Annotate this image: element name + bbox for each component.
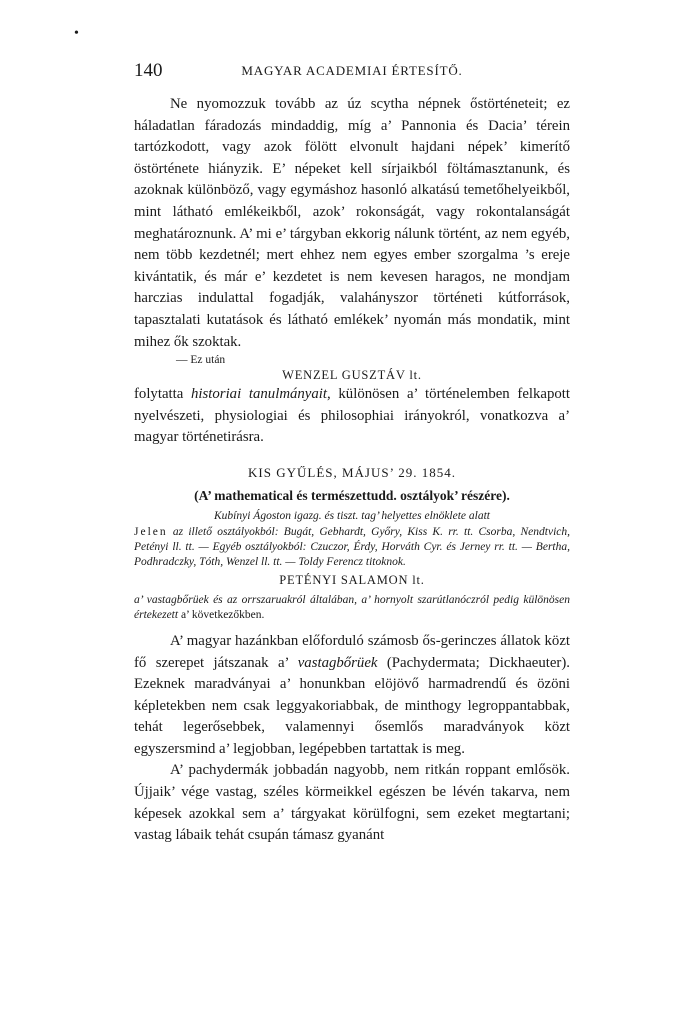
attendance-names: az illető osztályokból: Bugát, Gebhardt, Győry, Kiss K. rr. tt. Csorba, Nendtvich, Petényi ll. tt. — Egyéb osztályokból: Czuczor, Érdy, Horváth Cyr. és Jerney rr. tt. — Bertha, Podhradczky, Tóth, Wenzel ll. tt. — Toldy Ferencz titoknok. <box>134 525 570 568</box>
para2-emphasis: vastagbőrüek <box>297 654 378 671</box>
continuation-start: folytatta <box>134 386 192 403</box>
intro-paragraph: Ne nyomozzuk tovább az úz scytha népnek őstörténeteit; ez háladatlan fáradozás mindaddig, míg a’ Pannonia és Dacia’ térein tartózkodott, vagy azok fölött elvonult hajdani népek’ kimerítő östörténete hiányzik. E’ népeket kell sírjaikból föltámasztanunk, és azoknak különböző, vagy egymáshoz hasonló alkatású temetőhelyeikből, mint látható emlékeikből, azok’ rokonságát, vagy rokontalanságát meghatároznunk. A’ mi e’ tárgyban ekkorig nálunk történt, az nem egyéb, nem több kezdetnél; mert ehhez nem egyes ember szorgalma ’s ereje kivántatik, és már e’ kezdetet is nem kevesen haragos, ne mondjam harczias indulattal fogadják, valahányszor történeti kútforrások, tapasztalati kutatások és látható emlékek’ nyomán más mondatik, mint mihez ők szoktak. <box>134 96 570 350</box>
stray-mark: • <box>74 26 79 41</box>
chair-line: Kubínyi Ágoston igazg. és tiszt. tag’ helyettes elnöklete alatt <box>214 509 490 522</box>
para2-end: (Pachydermata; Dickhaeuter). Ezeknek maradványai a’ honunkban elöjövő harmadrendű és özöni képletekben nem csak leggyakoriabbak, de minthogy legroppantabbak, tehát legerősebbek, valamennyi ősemlős maradványok közt egyszersmind a’ legjobban, legépebben tartattak is meg. <box>134 654 570 757</box>
attendance-list <box>134 525 570 570</box>
paragraph-description: A’ pachydermák jobbadán nagyobb, nem ritkán roppant emlősök. Újjaik’ vége vastag, széles körmeikkel egészen be lévén takarva, nem képesek azokkal sem a’ tárgyakat körülfogni, sem ezeket megtartani; vastag lábaik tehát csupán támasz gyanánt <box>134 762 570 844</box>
session-subtitle: (A’ mathematical és természettudd. osztályok’ részére). <box>194 487 510 503</box>
topic-emphasis: a’ vastagbőrüek és az orrszaruakról általában, a’ hornyolt szarútlanóczról pedig különösen értekezett <box>134 593 570 621</box>
page-number: 140 <box>134 60 163 81</box>
paragraph-pachydermata <box>134 631 570 761</box>
running-title: MAGYAR ACADEMIAI ÉRTESÍTŐ. <box>241 63 463 78</box>
speaker-wenzel: WENZEL GUSZTÁV lt. <box>282 368 422 383</box>
speaker-petenyi: PETÉNYI SALAMON lt. <box>279 572 425 587</box>
attendance-label: Jelen <box>134 525 168 538</box>
para2-start: A’ magyar hazánkban előforduló számosb ős-gerinczes állatok közt fő szerepet játszanak a’ <box>134 632 570 671</box>
session-title: KIS GYŰLÉS, MÁJUS’ 29. 1854. <box>248 464 456 480</box>
after-note: — Ez után <box>176 354 226 367</box>
topic-end: a’ következőkben. <box>178 608 265 621</box>
lecture-topic <box>134 593 570 623</box>
continuation-paragraph <box>134 384 570 449</box>
continuation-emphasis: historiai tanulmányait <box>191 386 327 403</box>
page-body <box>134 94 570 847</box>
page-header <box>134 60 570 82</box>
continuation-end: , különösen a’ történelemben felkapott nyelvészeti, physiologiai és philosophiai irányokról, vonatkozva a’ magyar történetirásra. <box>134 386 570 446</box>
